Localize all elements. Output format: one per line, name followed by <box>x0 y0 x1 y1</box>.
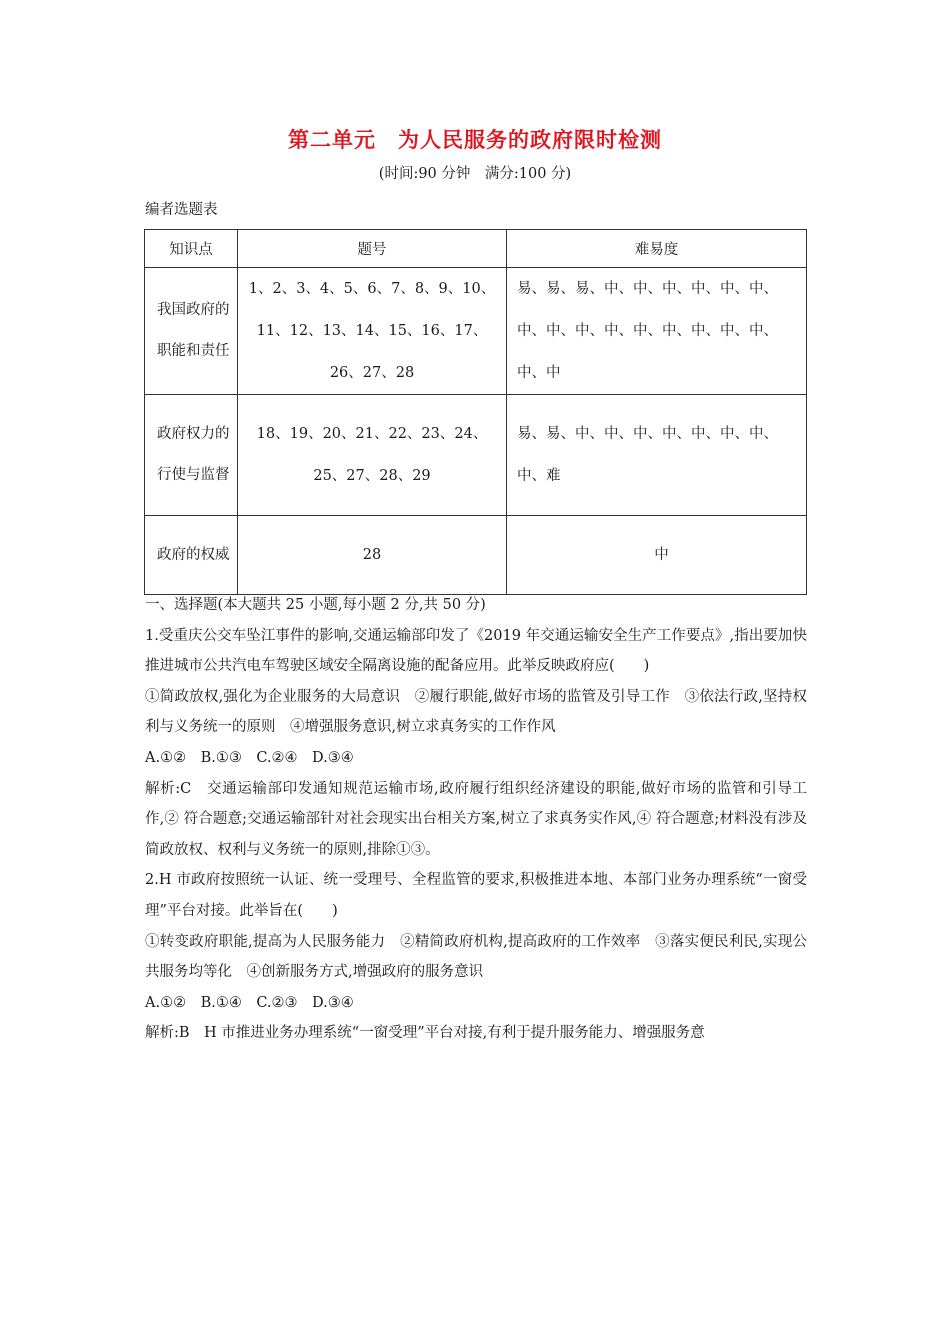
question-options: ①转变政府职能,提高为人民服务能力 ②精简政府机构,提高政府的工作效率 ③落实便民利民,实现公共服务均等化 ④创新服务方式,增强政府的服务意识 <box>145 933 807 981</box>
row-numbers: 1、2、3、4、5、6、7、8、9、10、11、12、13、14、15、16、17、26、27、28 <box>238 268 507 395</box>
row-topic: 政府权力的行使与监督 <box>145 395 238 516</box>
section-heading: 一、选择题(本大题共 25 小题,每小题 2 分,共 50 分) <box>145 597 486 613</box>
question-stem: 1.受重庆公交车坠江事件的影响,交通运输部印发了《2019 年交通运输安全生产工作要点》,指出要加快推进城市公共汽电车驾驶区域安全隔离设施的配备应用。此举反映政府应( ) <box>145 627 807 675</box>
answer-analysis: 解析:B H 市推进业务办理系统“一窗受理”平台对接,有利于提升服务能力、增强服务意 <box>145 1025 705 1042</box>
answer-choices: A.①② B.①③ C.②④ D.③④ <box>145 749 354 766</box>
question-section <box>145 590 807 1049</box>
question-stem: 2.H 市政府按照统一认证、统一受理号、全程监管的要求,积极推进本地、本部门业务办理系统“一窗受理”平台对接。此举旨在( ) <box>145 872 807 919</box>
row-topic: 政府的权威 <box>145 516 238 595</box>
exam-info: (时间:90 分钟 满分:100 分) <box>378 166 572 182</box>
table-row <box>145 516 807 595</box>
row-difficulty: 易、易、易、中、中、中、中、中、中、中、中、中、中、中、中、中、中、中、中、中 <box>507 268 807 395</box>
table-row <box>145 395 807 516</box>
answer-choices: A.①② B.①④ C.②③ D.③④ <box>145 994 354 1011</box>
row-numbers: 18、19、20、21、22、23、24、25、27、28、29 <box>238 395 507 516</box>
row-numbers: 28 <box>238 516 507 595</box>
header-topic: 知识点 <box>145 230 238 268</box>
answer-analysis: 解析:C 交通运输部印发通知规范运输市场,政府履行组织经济建设的职能,做好市场的监管和引导工作,② 符合题意;交通运输部针对社会现实出台相关方案,树立了求真务实作风,④ 符合题意;材料没有涉及简政放权、权利与义务统一的原则,排除①③。 <box>145 780 807 858</box>
row-topic: 我国政府的职能和责任 <box>145 268 238 395</box>
topic-selection-table <box>144 229 807 595</box>
row-difficulty: 易、易、中、中、中、中、中、中、中、中、难 <box>507 395 807 516</box>
question-options: ①简政放权,强化为企业服务的大局意识 ②履行职能,做好市场的监管及引导工作 ③依法行政,坚持权利与义务统一的原则 ④增强服务意识,树立求真务实的工作作风 <box>145 688 807 736</box>
table-header-row <box>145 230 807 268</box>
row-difficulty: 中 <box>507 516 807 595</box>
header-difficulty: 难易度 <box>507 230 807 268</box>
table-row <box>145 268 807 395</box>
header-numbers: 题号 <box>238 230 507 268</box>
page-title: 第二单元 为人民服务的政府限时检测 <box>288 128 662 152</box>
table-caption: 编者选题表 <box>145 202 218 218</box>
